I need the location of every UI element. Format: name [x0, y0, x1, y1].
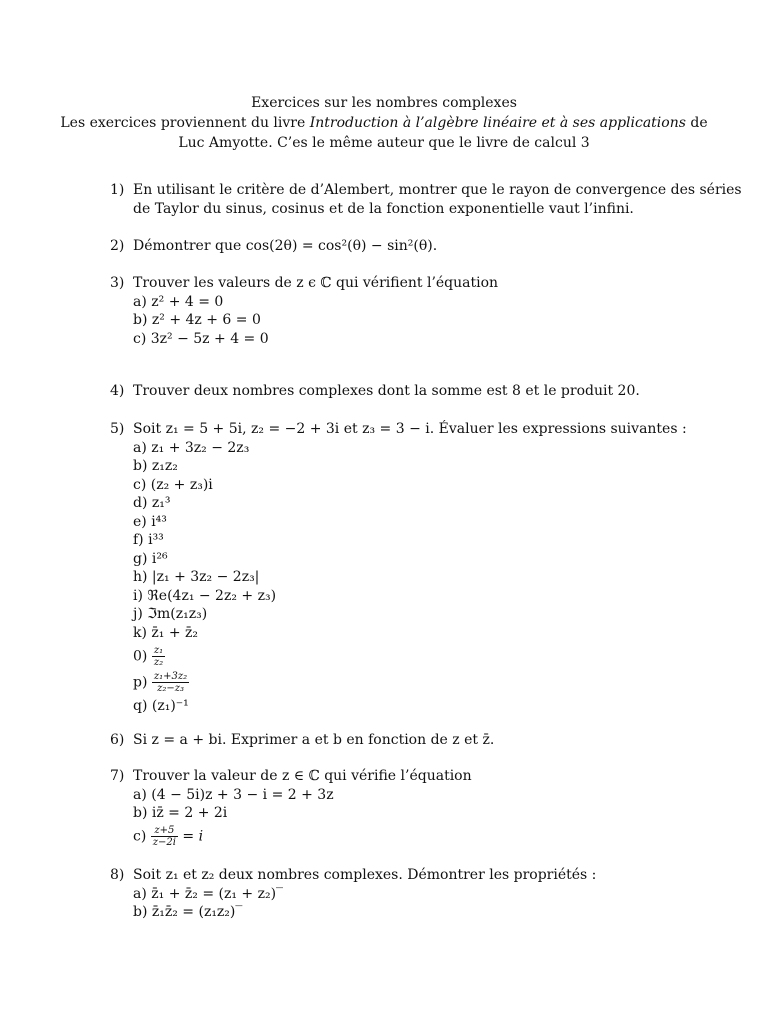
- exercise-item: h) |z₁ + 3z₂ − 2z₃|: [133, 569, 260, 585]
- source-suffix: de: [685, 115, 708, 131]
- exercise-2: [110, 237, 670, 256]
- exercise-1: [110, 181, 742, 218]
- exercise-item-fraction: [133, 645, 670, 668]
- exercise-item: b) iz̄ = 2 + 2i: [133, 805, 228, 821]
- exercise-number: 3): [110, 275, 125, 291]
- exercise-item: c) 3z² − 5z + 4 = 0: [133, 330, 269, 347]
- book-title: Introduction à l’algèbre linéaire et à ses applications: [309, 115, 686, 131]
- exercise-text: Trouver la valeur de z ∈ ℂ qui vérifie l’équation: [133, 768, 472, 784]
- exercise-item: a) (4 − 5i)z + 3 − i = 2 + 3z: [133, 786, 334, 803]
- exercise-number: 1): [110, 182, 125, 198]
- item-label: 0): [133, 648, 148, 665]
- exercise-item: e) i⁴³: [133, 513, 167, 530]
- exercise-text: Démontrer que cos(2θ) = cos²(θ) − sin²(θ).: [133, 238, 438, 254]
- exercise-text: Trouver deux nombres complexes dont la somme est 8 et le produit 20.: [133, 383, 640, 399]
- document-header: [0, 93, 768, 153]
- numerator: z₁+3z₂: [153, 671, 188, 682]
- denominator: z₂−z₃: [157, 683, 184, 694]
- exercise-item: i) ℜe(4z₁ − 2z₂ + z₃): [133, 587, 277, 604]
- fraction: [152, 645, 165, 668]
- exercise-text: Si z = a + bi. Exprimer a et b en fonction de z et z̄.: [133, 732, 495, 748]
- document-title: Exercices sur les nombres complexes: [251, 95, 517, 111]
- exercise-item: a) z² + 4 = 0: [133, 293, 224, 310]
- equation-rhs: = i: [177, 828, 204, 844]
- exercise-item: a) z₁ + 3z₂ − 2z₃: [133, 439, 250, 456]
- exercise-8: [110, 866, 670, 922]
- exercise-number: 4): [110, 383, 125, 399]
- exercise-4: [110, 382, 670, 401]
- exercise-text: Trouver les valeurs de z ϵ ℂ qui vérifient l’équation: [133, 275, 499, 291]
- exercise-3: [110, 274, 670, 348]
- exercise-number: 8): [110, 867, 125, 883]
- exercise-5: [110, 420, 687, 716]
- exercise-item: b) z̄₁z̄₂ = (z₁z₂)‾: [133, 904, 243, 920]
- exercise-item: k) z̄₁ + z̄₂: [133, 624, 199, 641]
- source-prefix: Les exercices proviennent du livre: [60, 115, 310, 131]
- denominator: z₂: [153, 657, 164, 668]
- exercise-7: [110, 767, 670, 848]
- exercise-item: a) z̄₁ + z̄₂ = (z₁ + z₂)‾: [133, 885, 284, 902]
- exercise-number: 7): [110, 768, 125, 784]
- exercise-item-fraction: [133, 825, 670, 848]
- denominator: z−2i: [152, 836, 176, 848]
- item-label: p): [133, 674, 148, 691]
- fraction: [152, 671, 189, 694]
- exercise-text: En utilisant le critère de d’Alembert, montrer que le rayon de convergence des séries: [133, 182, 742, 198]
- exercise-item: b) z₁z₂: [133, 458, 178, 474]
- exercise-item: d) z₁³: [133, 495, 171, 511]
- exercise-text: Soit z₁ = 5 + 5i, z₂ = −2 + 3i et z₃ = 3 − i. Évaluer les expressions suivantes :: [133, 421, 687, 437]
- exercise-6: [110, 731, 670, 750]
- exercise-text: Soit z₁ et z₂ deux nombres complexes. Démontrer les propriétés :: [133, 867, 597, 883]
- exercise-item: j) ℑm(z₁z₃): [133, 606, 208, 622]
- fraction: [151, 825, 178, 848]
- exercise-item-fraction: [133, 671, 670, 694]
- author-line: Luc Amyotte. C’es le même auteur que le livre de calcul 3: [178, 135, 590, 151]
- exercise-item: b) z² + 4z + 6 = 0: [133, 312, 261, 328]
- numerator: z+5: [151, 825, 178, 837]
- item-label: c): [133, 828, 147, 844]
- exercise-number: 5): [110, 421, 125, 437]
- source-line: [0, 113, 768, 133]
- exercise-item: f) i³³: [133, 532, 164, 548]
- exercise-text: de Taylor du sinus, cosinus et de la fonction exponentielle vaut l’infini.: [133, 200, 634, 217]
- exercise-item: g) i²⁶: [133, 550, 168, 567]
- numerator: z₁: [153, 645, 164, 656]
- exercise-number: 2): [110, 238, 125, 254]
- exercise-number: 6): [110, 732, 125, 748]
- exercise-item: q) (z₁)⁻¹: [133, 698, 189, 714]
- exercise-item: c) (z₂ + z₃)i: [133, 476, 213, 493]
